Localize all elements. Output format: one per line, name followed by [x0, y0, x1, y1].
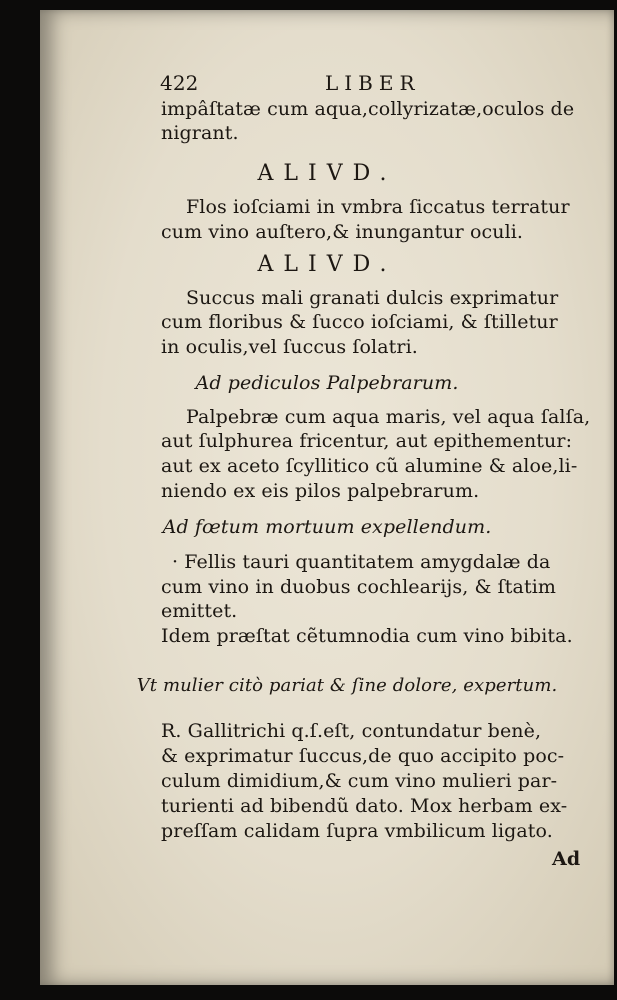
text-line: nigrant. — [161, 122, 239, 144]
text-line: aut ſulphurea fricentur, aut epithementur: — [161, 430, 573, 452]
page-number: 422 — [160, 71, 199, 95]
catchword: Ad — [552, 848, 581, 870]
text-line: Flos ioſciami in vmbra ſiccatus terratur — [186, 196, 570, 218]
text-line: in oculis,vel ſuccus ſolatri. — [161, 336, 418, 358]
section-heading: Vt mulier citò pariat & ſine dolore, expertum. — [136, 675, 558, 696]
section-heading: ALIVD. — [257, 252, 397, 277]
text-line: cum floribus & ſucco ioſciami, & ſtilletur — [161, 311, 558, 333]
section-heading: Ad pediculos Palpebrarum. — [195, 372, 459, 394]
text-line: Idem præſtat cẽtumnodia cum vino bibita. — [161, 625, 573, 647]
text-line: emittet. — [161, 600, 238, 622]
section-heading: Ad fœtum mortuum expellendum. — [162, 516, 492, 538]
text-line: culum dimidium,& cum vino mulieri par- — [161, 770, 558, 792]
text-line: aut ex aceto ſcyllitico cũ alumine & aloe,li- — [161, 455, 578, 477]
text-line: Palpebræ cum aqua maris, vel aqua ſalſa, — [186, 406, 591, 428]
text-line: turienti ad bibendũ dato. Mox herbam ex- — [161, 795, 568, 817]
text-line: & exprimatur ſuccus,de quo accipito poc- — [161, 745, 565, 767]
text-line: cum vino auſtero,& inungantur oculi. — [161, 221, 524, 243]
text-line: Succus mali granati dulcis exprimatur — [186, 287, 559, 309]
text-line: preſſam calidam ſupra vmbilicum ligato. — [161, 820, 553, 842]
book-page — [40, 10, 614, 985]
running-head: LIBER — [325, 71, 421, 95]
text-line: R. Gallitrichi q.ſ.eſt, contundatur benè, — [161, 720, 542, 742]
text-line: impâſtatæ cum aqua,collyrizatæ,oculos de — [161, 98, 575, 120]
text-line: cum vino in duobus cochlearijs, & ſtatim — [161, 576, 557, 598]
page-text — [40, 10, 614, 985]
text-line: niendo ex eis pilos palpebrarum. — [161, 480, 480, 502]
text-line: · Fellis tauri quantitatem amygdalæ da — [172, 551, 551, 573]
section-heading: ALIVD. — [257, 161, 397, 186]
